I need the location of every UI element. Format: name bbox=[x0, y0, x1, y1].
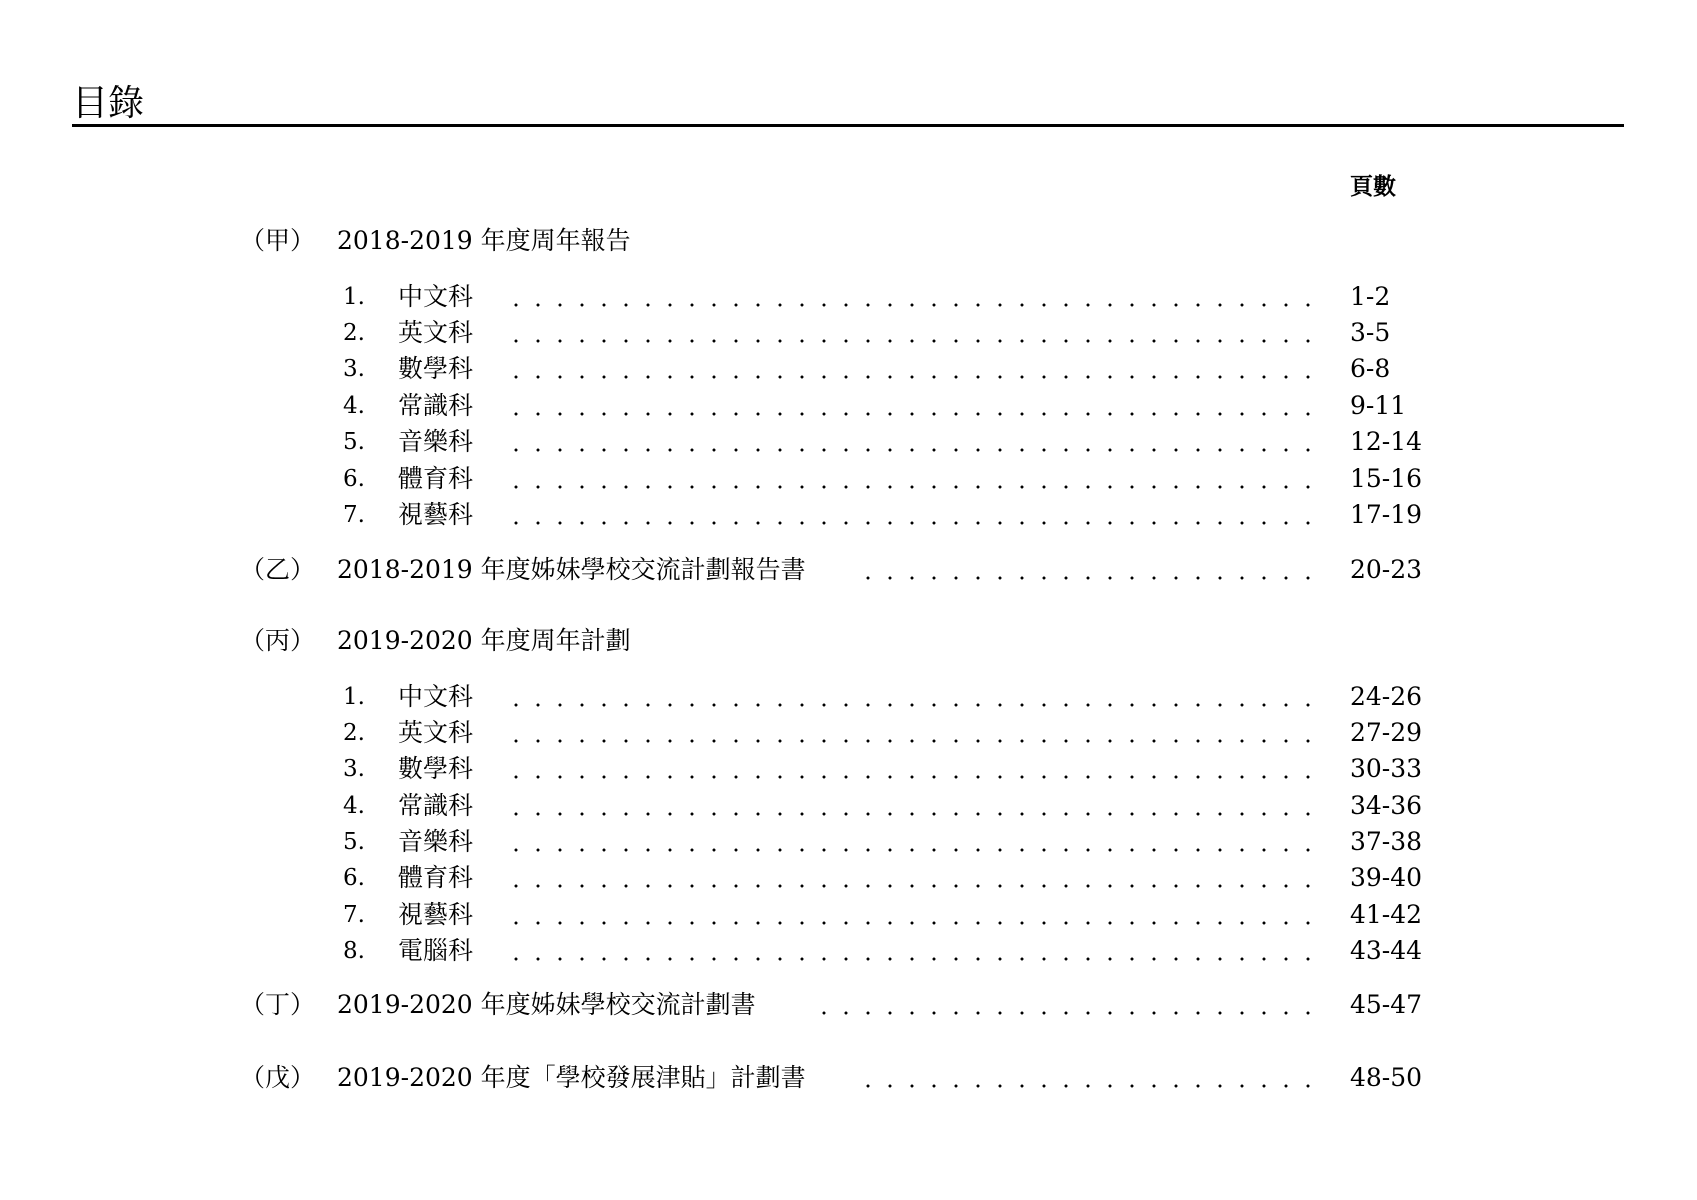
dot-leader bbox=[504, 739, 1319, 743]
dot-leader bbox=[504, 412, 1319, 416]
dot-leader bbox=[504, 812, 1319, 816]
item-number: 2. bbox=[343, 320, 365, 346]
item-page-range: 9-11 bbox=[1350, 391, 1407, 420]
dot-leader bbox=[504, 375, 1319, 379]
toc-item[interactable] bbox=[0, 752, 1697, 786]
dot-leader bbox=[504, 339, 1319, 343]
dot-leader bbox=[504, 703, 1319, 707]
item-name: 音樂科 bbox=[398, 827, 474, 856]
section-title: 2019-2020 年度「學校發展津貼」計劃書 bbox=[337, 1063, 806, 1092]
item-number: 3. bbox=[343, 356, 365, 382]
item-page-range: 12-14 bbox=[1350, 427, 1423, 456]
item-number: 2. bbox=[343, 720, 365, 746]
dot-leader bbox=[504, 957, 1319, 961]
dot-leader bbox=[504, 775, 1319, 779]
dot-leader bbox=[504, 884, 1319, 888]
title-divider bbox=[72, 124, 1624, 127]
section-title: 2018-2019 年度周年報告 bbox=[337, 226, 631, 255]
toc-item[interactable] bbox=[0, 389, 1697, 423]
item-page-range: 17-19 bbox=[1350, 500, 1423, 529]
toc-item[interactable] bbox=[0, 825, 1697, 859]
toc-item[interactable] bbox=[0, 680, 1697, 714]
dot-leader bbox=[860, 576, 1319, 580]
dot-leader bbox=[504, 448, 1319, 452]
dot-leader bbox=[504, 303, 1319, 307]
section-marker: （甲） bbox=[240, 226, 316, 255]
toc-section-d[interactable] bbox=[0, 988, 1697, 1022]
section-marker: （丁） bbox=[240, 990, 316, 1019]
toc-section-b[interactable] bbox=[0, 553, 1697, 587]
item-number: 4. bbox=[343, 793, 365, 819]
page-title: 目錄 bbox=[72, 83, 145, 124]
toc-item[interactable] bbox=[0, 280, 1697, 314]
toc-item[interactable] bbox=[0, 425, 1697, 459]
toc-item[interactable] bbox=[0, 934, 1697, 968]
item-name: 常識科 bbox=[398, 391, 474, 420]
item-page-range: 15-16 bbox=[1350, 464, 1423, 493]
item-page-range: 3-5 bbox=[1350, 318, 1391, 347]
item-page-range: 1-2 bbox=[1350, 282, 1391, 311]
toc-item[interactable] bbox=[0, 716, 1697, 750]
item-page-range: 39-40 bbox=[1350, 863, 1423, 892]
item-name: 常識科 bbox=[398, 791, 474, 820]
dot-leader bbox=[860, 1084, 1319, 1088]
toc-item[interactable] bbox=[0, 352, 1697, 386]
dot-leader bbox=[504, 921, 1319, 925]
item-name: 英文科 bbox=[398, 318, 474, 347]
dot-leader bbox=[504, 521, 1319, 525]
section-page-range: 20-23 bbox=[1350, 555, 1423, 584]
toc-section-c[interactable] bbox=[0, 624, 1697, 658]
toc-item[interactable] bbox=[0, 316, 1697, 350]
item-name: 視藝科 bbox=[398, 500, 474, 529]
item-name: 體育科 bbox=[398, 863, 474, 892]
section-title: 2019-2020 年度周年計劃 bbox=[337, 626, 631, 655]
toc-item[interactable] bbox=[0, 498, 1697, 532]
item-name: 體育科 bbox=[398, 464, 474, 493]
item-number: 1. bbox=[343, 284, 365, 310]
toc-section-a[interactable] bbox=[0, 224, 1697, 258]
toc-item[interactable] bbox=[0, 861, 1697, 895]
item-number: 4. bbox=[343, 393, 365, 419]
item-page-range: 24-26 bbox=[1350, 682, 1423, 711]
item-number: 1. bbox=[343, 684, 365, 710]
item-name: 數學科 bbox=[398, 354, 474, 383]
item-page-range: 41-42 bbox=[1350, 900, 1423, 929]
item-number: 6. bbox=[343, 466, 365, 492]
item-page-range: 27-29 bbox=[1350, 718, 1423, 747]
section-title: 2018-2019 年度姊妹學校交流計劃報告書 bbox=[337, 555, 806, 584]
item-name: 中文科 bbox=[398, 682, 474, 711]
item-number: 5. bbox=[343, 829, 365, 855]
item-page-range: 30-33 bbox=[1350, 754, 1423, 783]
item-name: 視藝科 bbox=[398, 900, 474, 929]
item-page-range: 43-44 bbox=[1350, 936, 1423, 965]
item-number: 7. bbox=[343, 902, 365, 928]
item-name: 中文科 bbox=[398, 282, 474, 311]
item-page-range: 6-8 bbox=[1350, 354, 1391, 383]
dot-leader bbox=[504, 848, 1319, 852]
section-marker: （戊） bbox=[240, 1063, 316, 1092]
page-number-heading: 頁數 bbox=[1350, 174, 1396, 200]
toc-item[interactable] bbox=[0, 898, 1697, 932]
dot-leader bbox=[816, 1011, 1319, 1015]
section-marker: （乙） bbox=[240, 555, 316, 584]
section-title: 2019-2020 年度姊妹學校交流計劃書 bbox=[337, 990, 756, 1019]
item-name: 英文科 bbox=[398, 718, 474, 747]
item-number: 3. bbox=[343, 756, 365, 782]
item-number: 7. bbox=[343, 502, 365, 528]
item-number: 8. bbox=[343, 938, 365, 964]
item-number: 6. bbox=[343, 865, 365, 891]
toc-section-e[interactable] bbox=[0, 1061, 1697, 1095]
item-page-range: 37-38 bbox=[1350, 827, 1423, 856]
item-name: 電腦科 bbox=[398, 936, 474, 965]
item-number: 5. bbox=[343, 429, 365, 455]
toc-item[interactable] bbox=[0, 462, 1697, 496]
dot-leader bbox=[504, 485, 1319, 489]
item-page-range: 34-36 bbox=[1350, 791, 1423, 820]
section-page-range: 45-47 bbox=[1350, 990, 1423, 1019]
section-page-range: 48-50 bbox=[1350, 1063, 1423, 1092]
toc-item[interactable] bbox=[0, 789, 1697, 823]
item-name: 數學科 bbox=[398, 754, 474, 783]
item-name: 音樂科 bbox=[398, 427, 474, 456]
section-marker: （丙） bbox=[240, 626, 316, 655]
